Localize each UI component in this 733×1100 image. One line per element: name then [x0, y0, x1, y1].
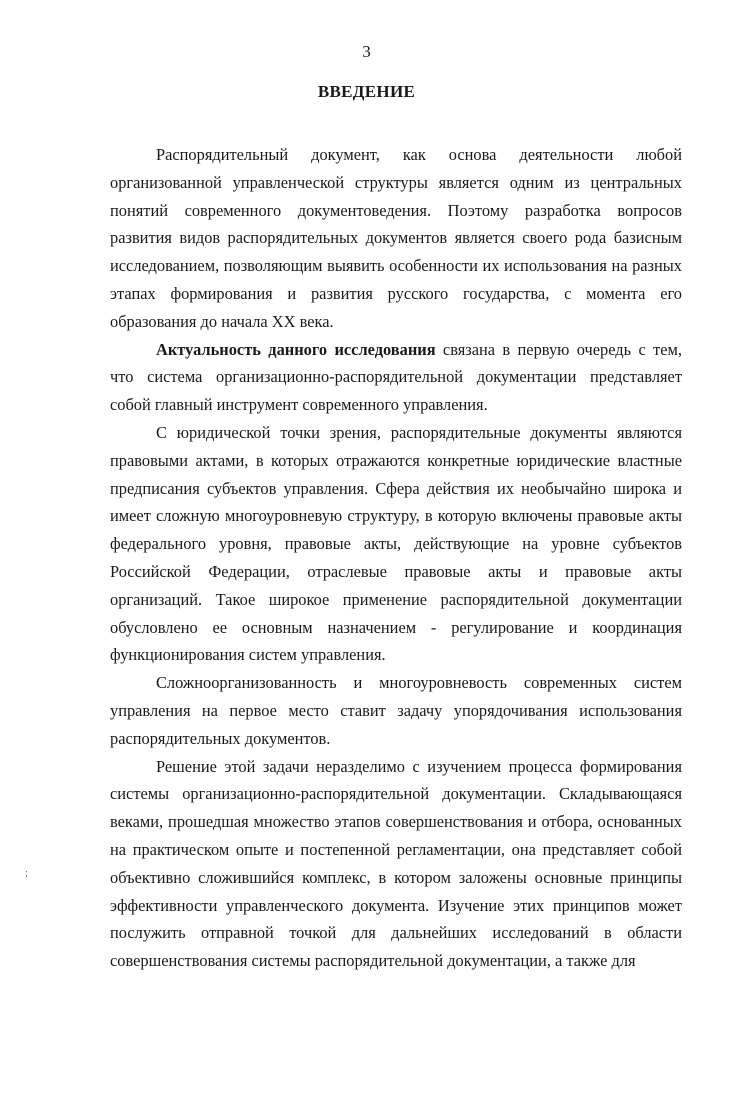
page-number: 3 [362, 42, 371, 61]
document-body [110, 141, 682, 975]
paragraph-solution: Решение этой задачи неразделимо с изучением процесса формирования системы организационно-распорядительной документации. Складывающаяся веками, прошедшая множество этапов совершенствования и отбора, основанных на практическом опыте и постепенной регламентации, она представляет собой объективно сложившийся комплекс, в котором заложены основные принципы эффективности управленческого документа. Изучение этих принципов может послужить отправной точкой для дальнейших исследований в области совершенствования системы распорядительной документации, а также для [110, 756, 682, 971]
section-heading: ВВЕДЕНИЕ [317, 82, 416, 101]
paragraph-legal-view: С юридической точки зрения, распорядительные документы являются правовыми актами, в которых отражаются конкретные юридические властные предписания субъектов управления. Сфера действия их необычайно широка и имеет сложную многоуровневую структуру, в которую включены правовые акты федерального уровня, правовые акты, действующие на уровне субъектов Российской Федерации, отраслевые правовые акты и правовые акты организаций. Такое широкое применение распорядительной документации обусловлено ее основным назначением - регулирование и координация функционирования систем управления. [110, 422, 682, 665]
paragraph-complexity: Сложноорганизованность и многоуровневость современных систем управления на первое место ставит задачу упорядочивания использования распорядительных документов. [110, 673, 682, 748]
paragraph-relevance [110, 336, 682, 419]
relevance-bold-lead: Актуальность данного исследования [156, 339, 436, 359]
paragraph-intro: Распорядительный документ, как основа деятельности любой организованной управленческой структуры является одним из центральных понятий современного документоведения. Поэтому разработка вопросов развития видов распорядительных документов является своего рода базисным исследованием, позволяющим выявить особенности их использования на разных этапах формирования и развития русского государства, с момента его образования до начала XX века. [110, 145, 682, 331]
margin-mark: ; [25, 868, 28, 879]
relevance-text: связана в первую очередь с тем, что система организационно-распорядительной документации представляет собой главный инструмент современного управления. [110, 339, 682, 415]
